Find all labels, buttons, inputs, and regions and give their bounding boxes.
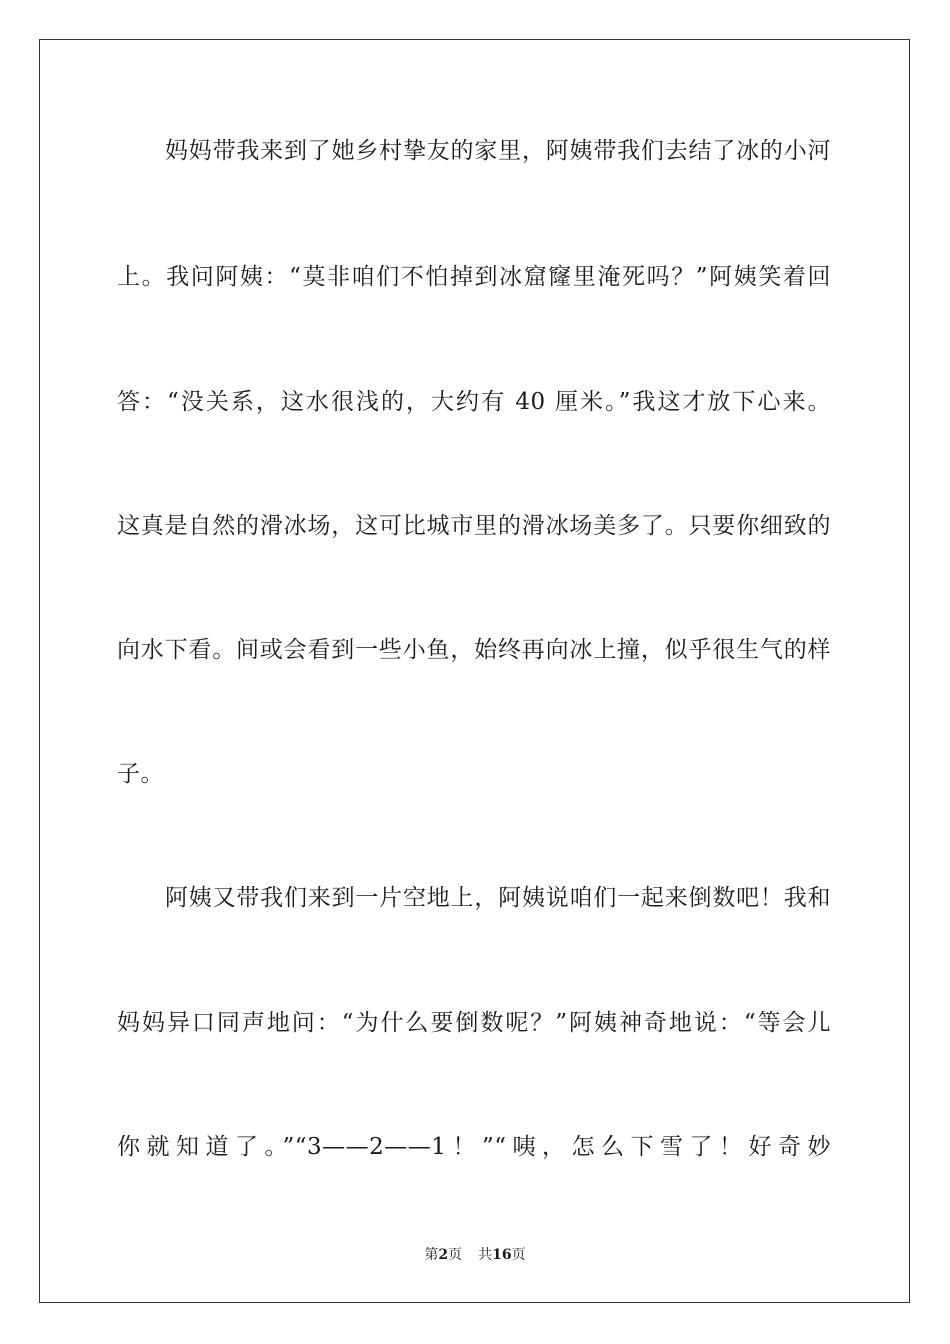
page-number-suffix: 页: [448, 1247, 463, 1263]
paragraph-line: 向水下看。间或会看到一些小鱼，始终再向冰上撞，似乎很生气的样: [117, 637, 831, 663]
page-total-prefix: 共: [478, 1247, 493, 1263]
page-total-count: 16: [492, 1247, 512, 1263]
paragraph-line: 阿姨又带我们来到一片空地上，阿姨说咱们一起来倒数吧！我和: [165, 885, 831, 911]
paragraph-line: 子。: [117, 761, 164, 787]
paragraph-line: 这真是自然的滑冰场，这可比城市里的滑冰场美多了。只要你细致的: [117, 513, 831, 539]
page-number-prefix: 第: [424, 1247, 439, 1263]
paragraph-line: 你就知道了。”“3——2——1！”“咦，怎么下雪了！好奇妙: [117, 1134, 831, 1160]
page-border: [39, 39, 910, 1303]
page-total-suffix: 页: [511, 1247, 526, 1263]
paragraph-line: 上。我问阿姨：“莫非咱们不怕掉到冰窟窿里淹死吗？”阿姨笑着回: [117, 264, 831, 290]
page-number-current: 2: [438, 1247, 449, 1263]
paragraph-line: 答：“没关系，这水很浅的，大约有 40 厘米。”我这才放下心来。: [117, 389, 831, 415]
paragraph-line: 妈妈异口同声地问：“为什么要倒数呢？”阿姨神奇地说：“等会儿: [117, 1010, 831, 1036]
page-footer: [0, 1246, 950, 1264]
paragraph-line: 妈妈带我来到了她乡村挚友的家里，阿姨带我们去结了冰的小河: [165, 138, 831, 164]
